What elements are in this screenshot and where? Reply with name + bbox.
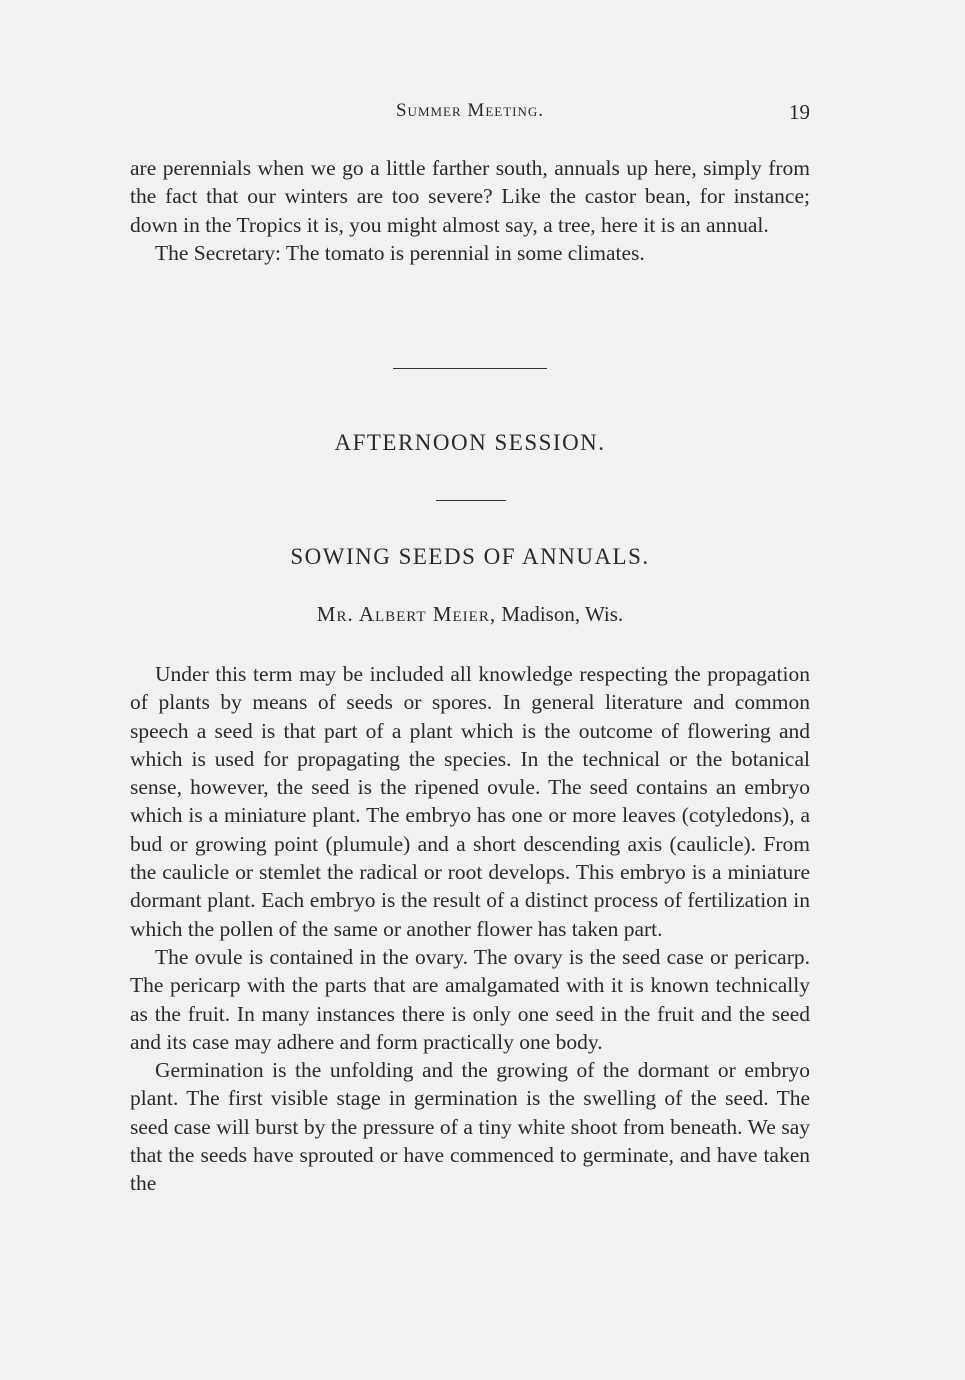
author-line	[130, 602, 810, 627]
discussion-text	[130, 154, 810, 267]
paragraph-seed-definition: Under this term may be included all knowledge respecting the propagation of plants by means of seeds or spores. In general literature and common speech a seed is that part of a plant which is the outcome of flowering and which is used for propagating the species. In the technical or the botanical sense, however, the seed is the ripened ovule. The seed contains an embryo which is a miniature plant. The embryo has one or more leaves (cotyledons), a bud or growing point (plumule) and a short descending axis (caulicle). From the caulicle or stemlet the radical or root develops. This embryo is a miniature dormant plant. Each embryo is the result of a distinct process of fertilization in which the pollen of the same or another flower has taken part.	[130, 662, 810, 941]
continuation-paragraph: are perennials when we go a little farther south, annuals up here, simply from the fact that our winters are too severe? Like the castor bean, for instance; down in the Tropics it is, you might almost say, a tree, here it is an annual.	[130, 156, 810, 237]
running-head	[130, 100, 810, 130]
paragraph-germination: Germination is the unfolding and the growing of the dormant or embryo plant. The first visible stage in germination is the swelling of the seed. The seed case will burst by the pressure of a tiny white shoot from beneath. We say that the seeds have sprouted or have commenced to germinate, and have taken the	[130, 1058, 810, 1196]
running-title: Summer Meeting.	[395, 100, 544, 121]
session-heading: AFTERNOON SESSION.	[334, 430, 606, 455]
paragraph-ovule: The ovule is contained in the ovary. The ovary is the seed case or pericarp. The pericarp with the parts that are amalgamated with it is known technically as the fruit. In many instances there is only one seed in the fruit and the seed and its case may adhere and form practically one body.	[130, 944, 810, 1054]
secretary-remark: The Secretary: The tomato is perennial in some climates.	[155, 240, 645, 265]
section-divider-rule	[393, 368, 547, 369]
author-place: Madison, Wis.	[501, 602, 624, 626]
author-name: Mr. Albert Meier,	[316, 602, 497, 626]
paper-body	[130, 660, 810, 1198]
page-number: 19	[789, 100, 810, 124]
paper-title: SOWING SEEDS OF ANNUALS.	[290, 544, 650, 569]
short-divider-rule	[436, 500, 506, 501]
